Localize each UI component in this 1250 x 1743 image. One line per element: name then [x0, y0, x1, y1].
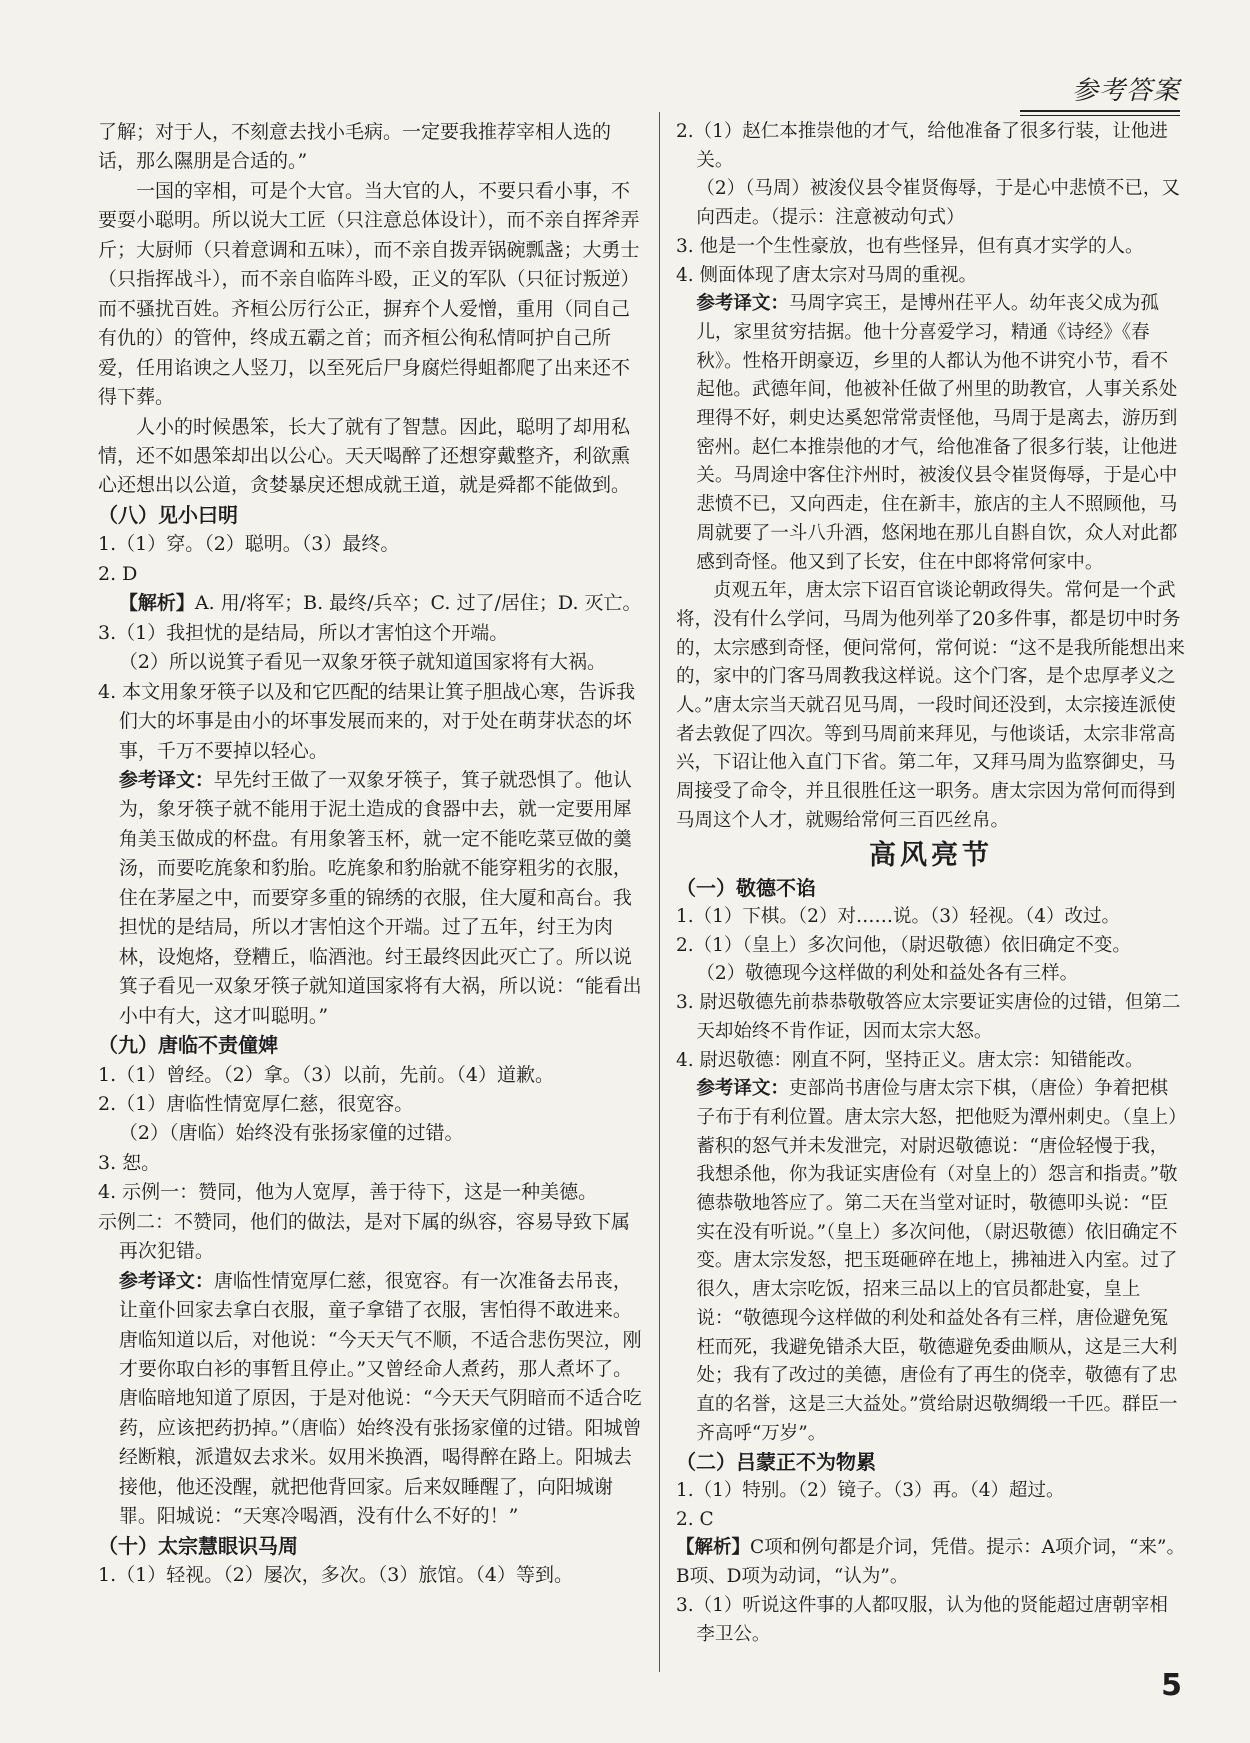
answer-item: 1.（1）下棋。（2）对……说。（3）轻视。（4）改过。 — [676, 905, 1120, 927]
answer-item: 2. C — [676, 1508, 714, 1530]
analysis-body: A. 用/将军；B. 最终/兵卒；C. 过了/居住；D. 灭亡。 — [194, 592, 642, 615]
answer-item: 3.（1）我担忧的是结局，所以才害怕这个开端。 — [98, 621, 509, 644]
section-title: （十）太宗慧眼识马周 — [98, 1533, 298, 1558]
answer-item: （2）所以说箕子看见一双象牙筷子就知道国家将有大祸。 — [118, 651, 606, 674]
answer-item: （2）（马周）被浚仪县令崔贤侮辱，于是心中悲愤不已，又向西走。（提示：注意被动句式） — [696, 178, 1180, 229]
intro-paragraph: 一国的宰相，可是个大官。当大官的人，不要只看小事，不要耍小聪明。所以说大工匠（只注意总体设计），而不亲自挥斧弄斤；大厨师（只着意调和五味），而不亲自拨弄锅碗瓢盏；大勇士（只指挥战斗），而不亲自临阵斗殴，正义的军队（只征讨叛逆）而不骚扰百姓。齐桓公厉行公正，摒弃个人爱憎，重用（同自己有仇的）的管仲，终成五霸之首；而齐桓公徇私情呵护自己所爱，任用谄谀之人竖刀，以至死后尸身腐烂得蛆都爬了出来还不得下葬。 — [98, 179, 640, 409]
translation-paragraph: 贞观五年，唐太宗下诏百官谈论朝政得失。常何是一个武将，没有什么学问，马周为他列举了20多件事，都是切中时务的，太宗感到奇怪，便问常何，常何说：“这不是我所能想出来的，家中的门客马周教我这样说。这个门客，是个忠厚孝义之人。”唐太宗当天就召见马周，一段时间还没到，太宗接连派使者去敦促了四次。等到马周前来拜见，与他谈话，太宗非常高兴，下诏让他入直门下省。第二年，又拜马周为监察御史，马周接受了命令，并且很胜任这一职务。唐太宗因为常何而得到马周这个人才，就赐给常何三百匹丝帛。 — [676, 580, 1185, 831]
section-title: （一）敬德不谄 — [676, 876, 816, 901]
header-title: 参考答案 — [1071, 76, 1180, 106]
answer-item: 1.（1）穿。（2）聪明。（3）最终。 — [98, 533, 400, 556]
answer-item: 3. 尉迟敬德先前恭恭敬敬答应太宗要证实唐俭的过错，但第二天却始终不肯作证，因而太宗大怒。 — [676, 992, 1181, 1042]
answer-item: 2.（1）（皇上）多次问他，（尉迟敬德）依旧确定不变。 — [676, 934, 1131, 956]
translation-label: 参考译文： — [118, 768, 214, 791]
answer-item: 2. D — [98, 562, 138, 585]
answer-item: （2）敬德现今这样做的利处和益处各有三样。 — [696, 963, 1079, 985]
section-title: （八）见小曰明 — [98, 502, 238, 527]
analysis-text — [98, 589, 646, 618]
translation-paragraph — [676, 1075, 1186, 1448]
analysis-text — [676, 1534, 1186, 1591]
translation-paragraph — [676, 290, 1186, 577]
analysis-label: 【解析】 — [676, 1537, 751, 1559]
analysis-label: 【解析】 — [118, 592, 195, 615]
translation-body: 马周字宾王，是博州茌平人。幼年丧父成为孤儿，家里贫穷拮据。他十分喜爱学习，精通《诗经》《春秋》。性格开朗豪迈，乡里的人都认为他不讲究小节，看不起他。武德年间，他被补任做了州里的助教官，人事关系处理得不好，刺史达奚恕常常责怪他，马周于是离去，游历到密州。赵仁本推崇他的才气，给他准备了很多行装，让他进关。马周途中客住汴州时，被浚仪县令崔贤侮辱，于是心中悲愤不已，又向西走，住在新丰，旅店的主人不照顾他，马周就要了一斗八升酒，悠闲地在那儿自斟自饮，众人对此都感到奇怪。他又到了长安，住在中郎将常何家中。 — [696, 293, 1178, 573]
answer-item: 3. 恕。 — [98, 1151, 161, 1174]
translation-paragraph — [98, 766, 646, 1031]
analysis-body: C项和例句都是介词，凭借。提示：A项介词，“来”。B项、D项为动词，“认为”。 — [676, 1537, 1185, 1588]
translation-body: 唐临性情宽厚仁慈，很宽容。有一次准备去吊丧，让童仆回家去拿白衣服，童子拿错了衣服，害怕得不敢进来。唐临知道以后，对他说：“今天天气不顺，不适合悲伤哭泣，刚才要你取白衫的事暂且停止。”又曾经命人煮药，那人煮坏了。唐临暗地知道了原因，于是对他说：“今天天气阴暗而不适合吃药，应该把药扔掉。”（唐临）始终没有张扬家僮的过错。阳城曾经断粮，派遣奴去求米。奴用米换酒，喝得醉在路上。阳城去接他，他还没醒，就把他背回家。后来奴睡醒了，向阳城谢罪。阳城说：“天寒冷喝酒，没有什么不好的！” — [118, 1269, 642, 1528]
answer-item: 2.（1）唐临性情宽厚仁慈，很宽容。 — [98, 1092, 414, 1115]
answer-item: 4. 尉迟敬德：刚直不阿，坚持正义。唐太宗：知错能改。 — [676, 1049, 1144, 1071]
answer-item: 1.（1）轻视。（2）屡次，多次。（3）旅馆。（4）等到。 — [98, 1564, 573, 1587]
header-rule — [1020, 110, 1180, 112]
answer-item: 3.（1）听说这件事的人都叹服，认为他的贤能超过唐朝宰相李卫公。 — [676, 1594, 1168, 1645]
answer-item: 4. 示例一：赞同，他为人宽厚，善于待下，这是一种美德。 — [98, 1181, 598, 1204]
chapter-title: 高风亮节 — [869, 839, 993, 871]
answer-item: 1.（1）曾经。（2）拿。（3）以前，先前。（4）道歉。 — [98, 1063, 554, 1086]
left-column — [98, 118, 646, 1591]
answer-item: 2.（1）赵仁本推崇他的才气，给他准备了很多行装，让他进关。 — [676, 121, 1168, 171]
section-title: （二）吕蒙正不为物累 — [676, 1450, 876, 1475]
intro-paragraph: 人小的时候愚笨，长大了就有了智慧。因此，聪明了却用私情，还不如愚笨却出以公心。天天喝醉了还想穿戴整齐，利欲熏心还想出以公道，贪婪暴戾还想成就王道，就是舜都不能做到。 — [98, 415, 631, 497]
translation-body: 早先纣王做了一双象牙筷子，箕子就恐惧了。他认为，象牙筷子就不能用于泥土造成的食器中去，就一定要用犀角美玉做成的杯盘。有用象箸玉杯，就一定不能吃菜豆做的羹汤，而要吃旄象和豹胎。吃旄象和豹胎就不能穿粗劣的衣服，住在茅屋之中，而要穿多重的锦绣的衣服，住大厦和高台。我担忧的是结局，所以才害怕这个开端。过了五年，纣王为肉林，设炮烙，登糟丘，临酒池。纣王最终因此灭亡了。所以说箕子看见一双象牙筷子就知道国家将有大祸，所以说：“能看出小中有大，这才叫聪明。” — [118, 768, 642, 1027]
answer-item: 3. 他是一个生性豪放，也有些怪异，但有真才实学的人。 — [676, 235, 1144, 257]
section-title: （九）唐临不责僮婢 — [98, 1033, 278, 1058]
right-column — [676, 118, 1186, 1649]
page-number: 5 — [1161, 1668, 1182, 1703]
translation-label: 参考译文： — [118, 1269, 214, 1292]
translation-label: 参考译文： — [696, 1078, 789, 1100]
translation-paragraph — [98, 1267, 646, 1532]
answer-item: （2）（唐临）始终没有张扬家僮的过错。 — [118, 1122, 464, 1145]
intro-paragraph: 了解；对于人，不刻意去找小毛病。一定要我推荐宰相人选的话，那么隰朋是合适的。” — [98, 121, 612, 173]
answer-item: 1.（1）特别。（2）镜子。（3）再。（4）超过。 — [676, 1480, 1065, 1502]
page-header — [880, 70, 1180, 107]
answer-item: 4. 侧面体现了唐太宗对马周的重视。 — [676, 264, 978, 286]
translation-body: 吏部尚书唐俭与唐太宗下棋，（唐俭）争着把棋子布于有利位置。唐太宗大怒，把他贬为潭州刺史。（皇上）蓄积的怒气并未发泄完，对尉迟敬德说：“唐俭轻慢于我，我想杀他，你为我证实唐俭有（对皇上的）怨言和指责。”敬德恭敬地答应了。第二天在当堂对证时，敬德叩头说：“臣实在没有听说。”（皇上）多次问他，（尉迟敬德）依旧确定不变。唐太宗发怒，把玉珽砸碎在地上，拂袖进入内室。过了很久，唐太宗吃饭，招来三品以上的官员都赴宴，皇上说：“敬德现今这样做的利处和益处各有三样，唐俭避免冤枉而死，我避免错杀大臣，敬德避免委曲顺从，这是三大利处；我有了改过的美德，唐俭有了再生的侥幸，敬德有了忠直的名誉，这是三大益处。”赏给尉迟敬绸缎一千匹。群臣一齐高呼“万岁”。 — [696, 1078, 1178, 1444]
header-rule-thin — [1020, 115, 1180, 116]
translation-label: 参考译文： — [696, 293, 789, 315]
answer-item: 4. 本文用象牙筷子以及和它匹配的结果让箕子胆战心寒，告诉我们大的坏事是由小的坏事发展而来的，对于处在萌芽状态的坏事，千万不要掉以轻心。 — [98, 680, 636, 762]
column-divider — [659, 112, 660, 1672]
answer-item: 示例二：不赞同，他们的做法，是对下属的纵容，容易导致下属再次犯错。 — [98, 1210, 631, 1263]
